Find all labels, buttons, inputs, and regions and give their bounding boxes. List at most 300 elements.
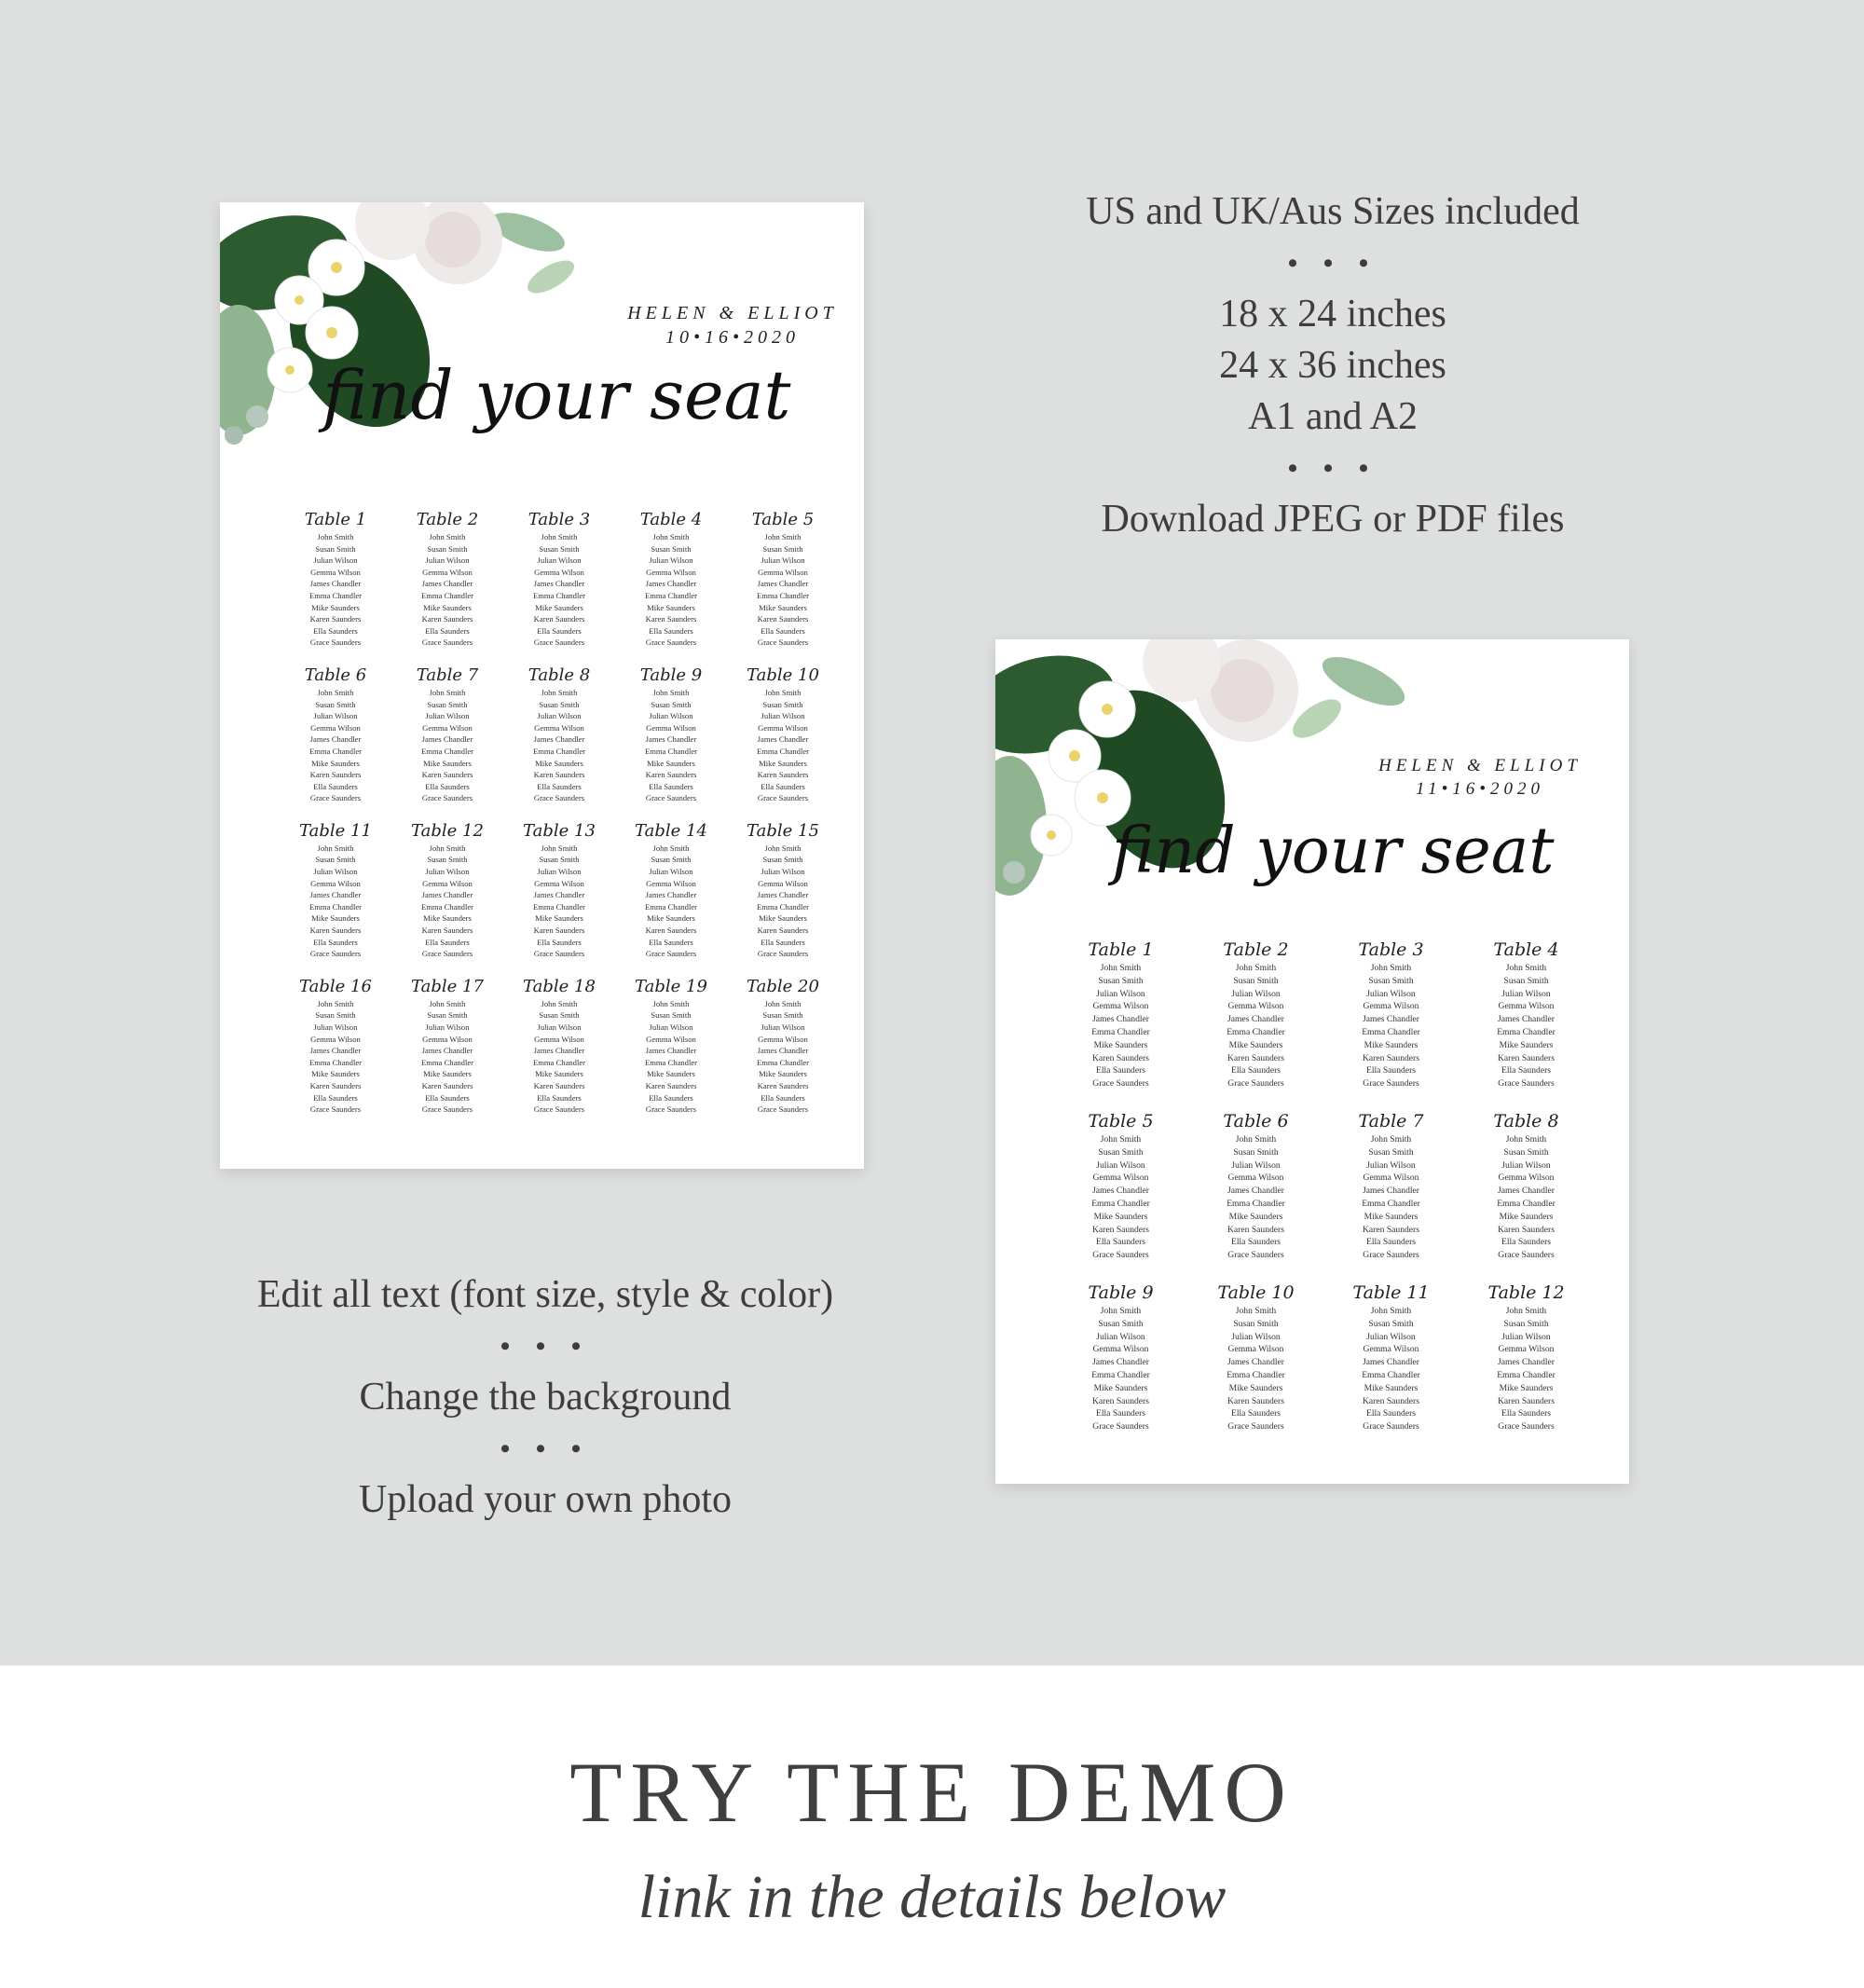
guest-name: Karen Saunders [533, 614, 585, 624]
guest-name: Gemma Wilson [310, 567, 361, 577]
wedding-date: 11•16•2020 [1416, 778, 1544, 799]
guest-name: James Chandler [1362, 1186, 1419, 1197]
guest-name: Ella Saunders [1095, 1065, 1146, 1076]
guest-name: Mike Saunders [647, 913, 695, 924]
guest-name: Karen Saunders [757, 614, 809, 624]
guest-name: Emma Chandler [420, 590, 474, 600]
guest-name: Mike Saunders [1364, 1382, 1419, 1393]
guest-name: Emma Chandler [1362, 1198, 1420, 1209]
table-column [391, 665, 503, 804]
guest-name: John Smith [1370, 1305, 1412, 1316]
guest-name: John Smith [1505, 963, 1547, 973]
table-name: Table 5 [1088, 1110, 1154, 1131]
guest-name: Susan Smith [315, 543, 356, 554]
guest-name: Karen Saunders [1497, 1224, 1555, 1235]
guest-name: Mike Saunders [311, 913, 360, 924]
guest-name: Grace Saunders [309, 1104, 362, 1115]
guest-name: Susan Smith [1233, 1146, 1279, 1158]
guest-name: Emma Chandler [308, 1057, 363, 1067]
guest-name: Julian Wilson [761, 711, 805, 721]
guest-name: Mike Saunders [423, 913, 472, 924]
guest-name: Ella Saunders [425, 937, 470, 947]
guest-name: John Smith [1100, 963, 1142, 973]
size-option: 24 x 36 inches [1219, 344, 1446, 387]
guest-name: Susan Smith [1098, 1318, 1144, 1329]
guest-name: Grace Saunders [645, 1104, 697, 1115]
guest-name: Ella Saunders [649, 781, 693, 791]
guest-name: John Smith [1235, 1133, 1277, 1145]
guest-name: John Smith [764, 998, 802, 1008]
table-name: Table 8 [528, 665, 591, 685]
guest-name: Mike Saunders [647, 758, 695, 768]
guest-name: Gemma Wilson [1092, 1001, 1149, 1012]
guest-name: Gemma Wilson [646, 1034, 696, 1044]
guest-name: James Chandler [1227, 1357, 1284, 1368]
guest-name: Susan Smith [1503, 1146, 1549, 1158]
guest-name: Susan Smith [1233, 1318, 1279, 1329]
guest-name: Ella Saunders [313, 937, 358, 947]
table-column [503, 821, 615, 960]
sizes-info [1025, 186, 1640, 545]
guest-name: John Smith [652, 532, 690, 542]
guest-name: John Smith [429, 532, 466, 542]
guest-name: Emma Chandler [756, 1057, 810, 1067]
guest-name: Karen Saunders [309, 925, 362, 936]
guest-name: Karen Saunders [309, 770, 362, 780]
guest-name: Ella Saunders [313, 625, 358, 636]
table-column [727, 821, 839, 960]
guest-name: Emma Chandler [532, 901, 586, 912]
guest-name: John Smith [1370, 963, 1412, 973]
guest-name: Julian Wilson [761, 555, 805, 566]
table-name: Table 12 [1487, 1282, 1565, 1303]
guest-name: Grace Saunders [1363, 1421, 1419, 1433]
guest-name: Grace Saunders [1227, 1421, 1284, 1433]
guest-name: Gemma Wilson [758, 1034, 808, 1044]
guest-name: Grace Saunders [533, 638, 585, 648]
table-column [1053, 939, 1188, 1090]
guest-name: Susan Smith [651, 543, 692, 554]
guest-name: Susan Smith [539, 1010, 580, 1021]
guest-name: Grace Saunders [1092, 1421, 1149, 1433]
guest-name: John Smith [764, 687, 802, 697]
table-column [727, 665, 839, 804]
guest-name: Gemma Wilson [422, 567, 473, 577]
guest-name: Susan Smith [762, 699, 803, 709]
table-name: Table 13 [523, 820, 596, 841]
guest-name: Ella Saunders [761, 625, 805, 636]
tables-grid [1053, 939, 1594, 1433]
table-name: Table 4 [1493, 939, 1559, 960]
guest-name: Emma Chandler [1091, 1026, 1150, 1037]
guest-name: Ella Saunders [313, 1092, 358, 1103]
guest-name: John Smith [652, 843, 690, 853]
size-option: A1 and A2 [1248, 395, 1418, 438]
guest-name: John Smith [541, 843, 578, 853]
table-name: Table 11 [1352, 1282, 1430, 1303]
guest-name: Susan Smith [762, 543, 803, 554]
guest-name: Gemma Wilson [758, 722, 808, 733]
guest-name: Emma Chandler [308, 901, 363, 912]
guest-name: James Chandler [1091, 1014, 1149, 1025]
table-name: Table 17 [411, 976, 484, 996]
guest-name: John Smith [541, 687, 578, 697]
couple-names: HELEN & ELLIOT 11•16•2020 [1378, 756, 1582, 799]
guest-name: Ella Saunders [1365, 1408, 1417, 1419]
guest-name: Emma Chandler [644, 901, 698, 912]
guest-name: Karen Saunders [533, 1080, 585, 1090]
guest-name: Julian Wilson [1231, 1159, 1281, 1171]
wedding-date: 10•16•2020 [665, 327, 800, 348]
table-column [1323, 1111, 1459, 1262]
guest-name: Karen Saunders [1362, 1395, 1419, 1406]
guest-name: Mike Saunders [647, 1069, 695, 1079]
guest-name: Julian Wilson [649, 1022, 693, 1032]
table-column [615, 977, 727, 1116]
guest-name: Grace Saunders [757, 949, 809, 959]
guest-name: Gemma Wilson [646, 878, 696, 888]
guest-name: Susan Smith [315, 1010, 356, 1021]
guest-name: James Chandler [421, 890, 473, 900]
edit-feature: Edit all text (font size, style & color) [256, 1273, 834, 1316]
guest-name: Karen Saunders [421, 614, 473, 624]
guest-name: Julian Wilson [537, 867, 582, 877]
guest-name: Ella Saunders [1095, 1408, 1146, 1419]
guest-name: Grace Saunders [309, 949, 362, 959]
guest-name: Emma Chandler [1497, 1198, 1556, 1209]
table-column [280, 821, 391, 960]
guest-name: Ella Saunders [1501, 1408, 1552, 1419]
guest-name: John Smith [652, 687, 690, 697]
table-name: Table 10 [747, 665, 819, 685]
guest-name: James Chandler [533, 1046, 585, 1056]
guest-name: Emma Chandler [1227, 1198, 1285, 1209]
guest-name: Karen Saunders [1227, 1395, 1284, 1406]
guest-name: Julian Wilson [1501, 1159, 1551, 1171]
guest-name: James Chandler [309, 1046, 362, 1056]
guest-name: Mike Saunders [423, 1069, 472, 1079]
guest-name: Grace Saunders [757, 793, 809, 803]
guest-name: Mike Saunders [759, 758, 807, 768]
size-option: 18 x 24 inches [1219, 293, 1446, 336]
table-name: Table 12 [411, 820, 484, 841]
guest-name: Susan Smith [1368, 975, 1414, 986]
guest-name: James Chandler [1497, 1014, 1555, 1025]
guest-name: Ella Saunders [425, 781, 470, 791]
guest-name: Emma Chandler [1497, 1026, 1556, 1037]
table-name: Table 10 [1217, 1282, 1295, 1303]
guest-name: Karen Saunders [645, 925, 697, 936]
guest-name: James Chandler [533, 734, 585, 745]
guest-name: Karen Saunders [645, 614, 697, 624]
guest-name: Susan Smith [427, 1010, 468, 1021]
guest-name: James Chandler [645, 734, 697, 745]
guest-name: Julian Wilson [761, 867, 805, 877]
guest-name: Gemma Wilson [1227, 1001, 1284, 1012]
edit-feature: Change the background [359, 1376, 732, 1419]
guest-name: Gemma Wilson [1363, 1172, 1419, 1184]
guest-name: Mike Saunders [1093, 1211, 1148, 1222]
guest-name: Karen Saunders [1227, 1052, 1284, 1063]
guest-name: Karen Saunders [757, 770, 809, 780]
guest-name: Julian Wilson [1096, 988, 1145, 999]
guest-name: Ella Saunders [1501, 1237, 1552, 1248]
table-name: Table 3 [1358, 939, 1424, 960]
table-name: Table 11 [299, 820, 372, 841]
guest-name: Susan Smith [1368, 1146, 1414, 1158]
table-column [1459, 939, 1594, 1090]
guest-name: Karen Saunders [309, 1080, 362, 1090]
guest-name: Gemma Wilson [534, 722, 584, 733]
seating-chart-preview-large [220, 202, 864, 1169]
table-column [1459, 1282, 1594, 1433]
guest-name: Emma Chandler [1362, 1026, 1420, 1037]
guest-name: Gemma Wilson [1498, 1001, 1555, 1012]
guest-name: Gemma Wilson [422, 722, 473, 733]
guest-name: Gemma Wilson [1363, 1001, 1419, 1012]
guest-name: Ella Saunders [1501, 1065, 1552, 1076]
guest-name: Julian Wilson [1366, 988, 1416, 999]
download-info: Download JPEG or PDF files [1101, 498, 1565, 541]
guest-name: Julian Wilson [537, 711, 582, 721]
guest-name: Gemma Wilson [534, 878, 584, 888]
guest-name: Grace Saunders [645, 949, 697, 959]
guest-name: Ella Saunders [537, 937, 582, 947]
guest-name: Mike Saunders [1228, 1211, 1283, 1222]
guest-name: Ella Saunders [649, 937, 693, 947]
guest-name: Grace Saunders [1227, 1078, 1284, 1090]
guest-name: Grace Saunders [1498, 1078, 1555, 1090]
table-name: Table 6 [1223, 1110, 1289, 1131]
table-name: Table 3 [528, 510, 591, 529]
guest-name: Karen Saunders [1362, 1224, 1419, 1235]
guest-name: Gemma Wilson [310, 722, 361, 733]
guest-name: Susan Smith [1503, 975, 1549, 986]
guest-name: John Smith [1100, 1133, 1142, 1145]
guest-name: Gemma Wilson [758, 878, 808, 888]
guest-name: Emma Chandler [420, 746, 474, 756]
guest-name: James Chandler [309, 579, 362, 589]
guest-name: Emma Chandler [420, 901, 474, 912]
table-column [280, 665, 391, 804]
guest-name: Grace Saunders [1227, 1250, 1284, 1261]
guest-name: Emma Chandler [420, 1057, 474, 1067]
guest-name: Susan Smith [427, 855, 468, 865]
table-column [727, 510, 839, 649]
guest-name: Susan Smith [539, 543, 580, 554]
guest-name: James Chandler [309, 734, 362, 745]
guest-name: Karen Saunders [1091, 1224, 1149, 1235]
guest-name: Karen Saunders [1091, 1395, 1149, 1406]
guest-name: Gemma Wilson [1363, 1344, 1419, 1355]
guest-name: James Chandler [1227, 1186, 1284, 1197]
table-column [1323, 939, 1459, 1090]
guest-name: Ella Saunders [1365, 1065, 1417, 1076]
table-column [503, 665, 615, 804]
table-name: Table 18 [523, 976, 596, 996]
guest-name: Emma Chandler [532, 1057, 586, 1067]
guest-name: Mike Saunders [423, 602, 472, 612]
guest-name: Gemma Wilson [1092, 1172, 1149, 1184]
guest-name: Susan Smith [1503, 1318, 1549, 1329]
guest-name: Grace Saunders [421, 949, 473, 959]
guest-name: Julian Wilson [1366, 1331, 1416, 1342]
guest-name: Mike Saunders [535, 758, 583, 768]
table-column [727, 977, 839, 1116]
guest-name: Susan Smith [427, 699, 468, 709]
guest-name: Karen Saunders [757, 1080, 809, 1090]
guest-name: Julian Wilson [425, 555, 470, 566]
table-column [280, 510, 391, 649]
guest-name: Karen Saunders [421, 770, 473, 780]
guest-name: Julian Wilson [313, 1022, 358, 1032]
guest-name: Karen Saunders [1362, 1052, 1419, 1063]
guest-name: Grace Saunders [757, 1104, 809, 1115]
guest-name: Grace Saunders [1363, 1078, 1419, 1090]
guest-name: Emma Chandler [308, 590, 363, 600]
guest-name: John Smith [429, 843, 466, 853]
table-name: Table 16 [299, 976, 372, 996]
table-column [1459, 1111, 1594, 1262]
guest-name: Emma Chandler [644, 590, 698, 600]
guest-name: Julian Wilson [313, 711, 358, 721]
table-name: Table 15 [747, 820, 819, 841]
guest-name: John Smith [429, 998, 466, 1008]
guest-name: James Chandler [645, 579, 697, 589]
guest-name: Ella Saunders [1230, 1065, 1282, 1076]
guest-name: James Chandler [757, 734, 809, 745]
guest-name: James Chandler [1091, 1186, 1149, 1197]
guest-name: Emma Chandler [1227, 1026, 1285, 1037]
guest-name: Grace Saunders [757, 638, 809, 648]
guest-name: Mike Saunders [759, 1069, 807, 1079]
guest-name: Gemma Wilson [310, 1034, 361, 1044]
guest-name: Ella Saunders [537, 625, 582, 636]
guest-name: Grace Saunders [421, 1104, 473, 1115]
guest-name: James Chandler [757, 1046, 809, 1056]
table-column [503, 510, 615, 649]
guest-name: James Chandler [421, 579, 473, 589]
guest-name: Ella Saunders [761, 937, 805, 947]
table-column [615, 821, 727, 960]
dots-separator: • • • [1287, 248, 1378, 279]
table-column [503, 977, 615, 1116]
guest-name: Mike Saunders [311, 1069, 360, 1079]
guest-name: Mike Saunders [1499, 1039, 1554, 1050]
guest-name: Grace Saunders [421, 638, 473, 648]
guest-name: Mike Saunders [535, 913, 583, 924]
guest-name: Mike Saunders [759, 913, 807, 924]
guest-name: John Smith [541, 998, 578, 1008]
guest-name: Karen Saunders [533, 770, 585, 780]
guest-name: Susan Smith [315, 699, 356, 709]
guest-name: John Smith [429, 687, 466, 697]
guest-name: John Smith [1100, 1305, 1142, 1316]
table-name: Table 1 [1088, 939, 1154, 960]
guest-name: Grace Saunders [1092, 1078, 1149, 1090]
guest-name: Mike Saunders [1499, 1382, 1554, 1393]
guest-name: Julian Wilson [1501, 988, 1551, 999]
guest-name: Gemma Wilson [1498, 1172, 1555, 1184]
guest-name: Susan Smith [1233, 975, 1279, 986]
guest-name: Grace Saunders [533, 793, 585, 803]
table-column [391, 821, 503, 960]
guest-name: Julian Wilson [1096, 1159, 1145, 1171]
guest-name: Ella Saunders [1230, 1237, 1282, 1248]
guest-name: Grace Saunders [533, 1104, 585, 1115]
table-name: Table 9 [639, 665, 703, 685]
guest-name: Julian Wilson [761, 1022, 805, 1032]
guest-name: Gemma Wilson [1227, 1172, 1284, 1184]
guest-name: John Smith [652, 998, 690, 1008]
guest-name: Susan Smith [651, 855, 692, 865]
guest-name: Karen Saunders [421, 1080, 473, 1090]
guest-name: Emma Chandler [1362, 1369, 1420, 1380]
guest-name: James Chandler [309, 890, 362, 900]
table-column [1323, 1282, 1459, 1433]
guest-name: Emma Chandler [644, 746, 698, 756]
guest-name: Emma Chandler [1497, 1369, 1556, 1380]
guest-name: James Chandler [1362, 1357, 1419, 1368]
guest-name: Mike Saunders [1364, 1039, 1419, 1050]
table-name: Table 9 [1088, 1282, 1154, 1303]
table-column [1188, 1111, 1323, 1262]
guest-name: Gemma Wilson [534, 567, 584, 577]
guest-name: Julian Wilson [537, 555, 582, 566]
guest-name: Mike Saunders [1364, 1211, 1419, 1222]
guest-name: Ella Saunders [761, 1092, 805, 1103]
guest-name: John Smith [1235, 963, 1277, 973]
guest-name: Emma Chandler [532, 746, 586, 756]
guest-name: James Chandler [1227, 1014, 1284, 1025]
guest-name: James Chandler [421, 734, 473, 745]
guest-name: Gemma Wilson [1092, 1344, 1149, 1355]
guest-name: Julian Wilson [537, 1022, 582, 1032]
guest-name: John Smith [1235, 1305, 1277, 1316]
guest-name: Mike Saunders [311, 758, 360, 768]
guest-name: Grace Saunders [309, 793, 362, 803]
guest-name: Grace Saunders [1092, 1250, 1149, 1261]
dots-separator: • • • [500, 1331, 591, 1362]
guest-name: Ella Saunders [761, 781, 805, 791]
guest-name: Mike Saunders [1228, 1382, 1283, 1393]
guest-name: John Smith [541, 532, 578, 542]
guest-name: James Chandler [1362, 1014, 1419, 1025]
guest-name: Julian Wilson [313, 867, 358, 877]
guest-name: John Smith [764, 843, 802, 853]
demo-link-note: link in the details below [637, 1863, 1227, 1931]
table-column [1188, 1282, 1323, 1433]
guest-name: Julian Wilson [313, 555, 358, 566]
guest-name: Ella Saunders [537, 1092, 582, 1103]
table-name: Table 1 [304, 510, 367, 529]
guest-name: Ella Saunders [649, 625, 693, 636]
guest-name: Julian Wilson [649, 867, 693, 877]
seating-chart-preview-small [995, 639, 1629, 1484]
guest-name: Julian Wilson [1501, 1331, 1551, 1342]
guest-name: Susan Smith [651, 699, 692, 709]
guest-name: Mike Saunders [647, 602, 695, 612]
guest-name: Julian Wilson [425, 1022, 470, 1032]
guest-name: Susan Smith [427, 543, 468, 554]
guest-name: Mike Saunders [759, 602, 807, 612]
guest-name: Ella Saunders [649, 1092, 693, 1103]
guest-name: Julian Wilson [1366, 1159, 1416, 1171]
table-column [1053, 1282, 1188, 1433]
guest-name: Julian Wilson [425, 711, 470, 721]
guest-name: Mike Saunders [311, 602, 360, 612]
table-column [615, 510, 727, 649]
